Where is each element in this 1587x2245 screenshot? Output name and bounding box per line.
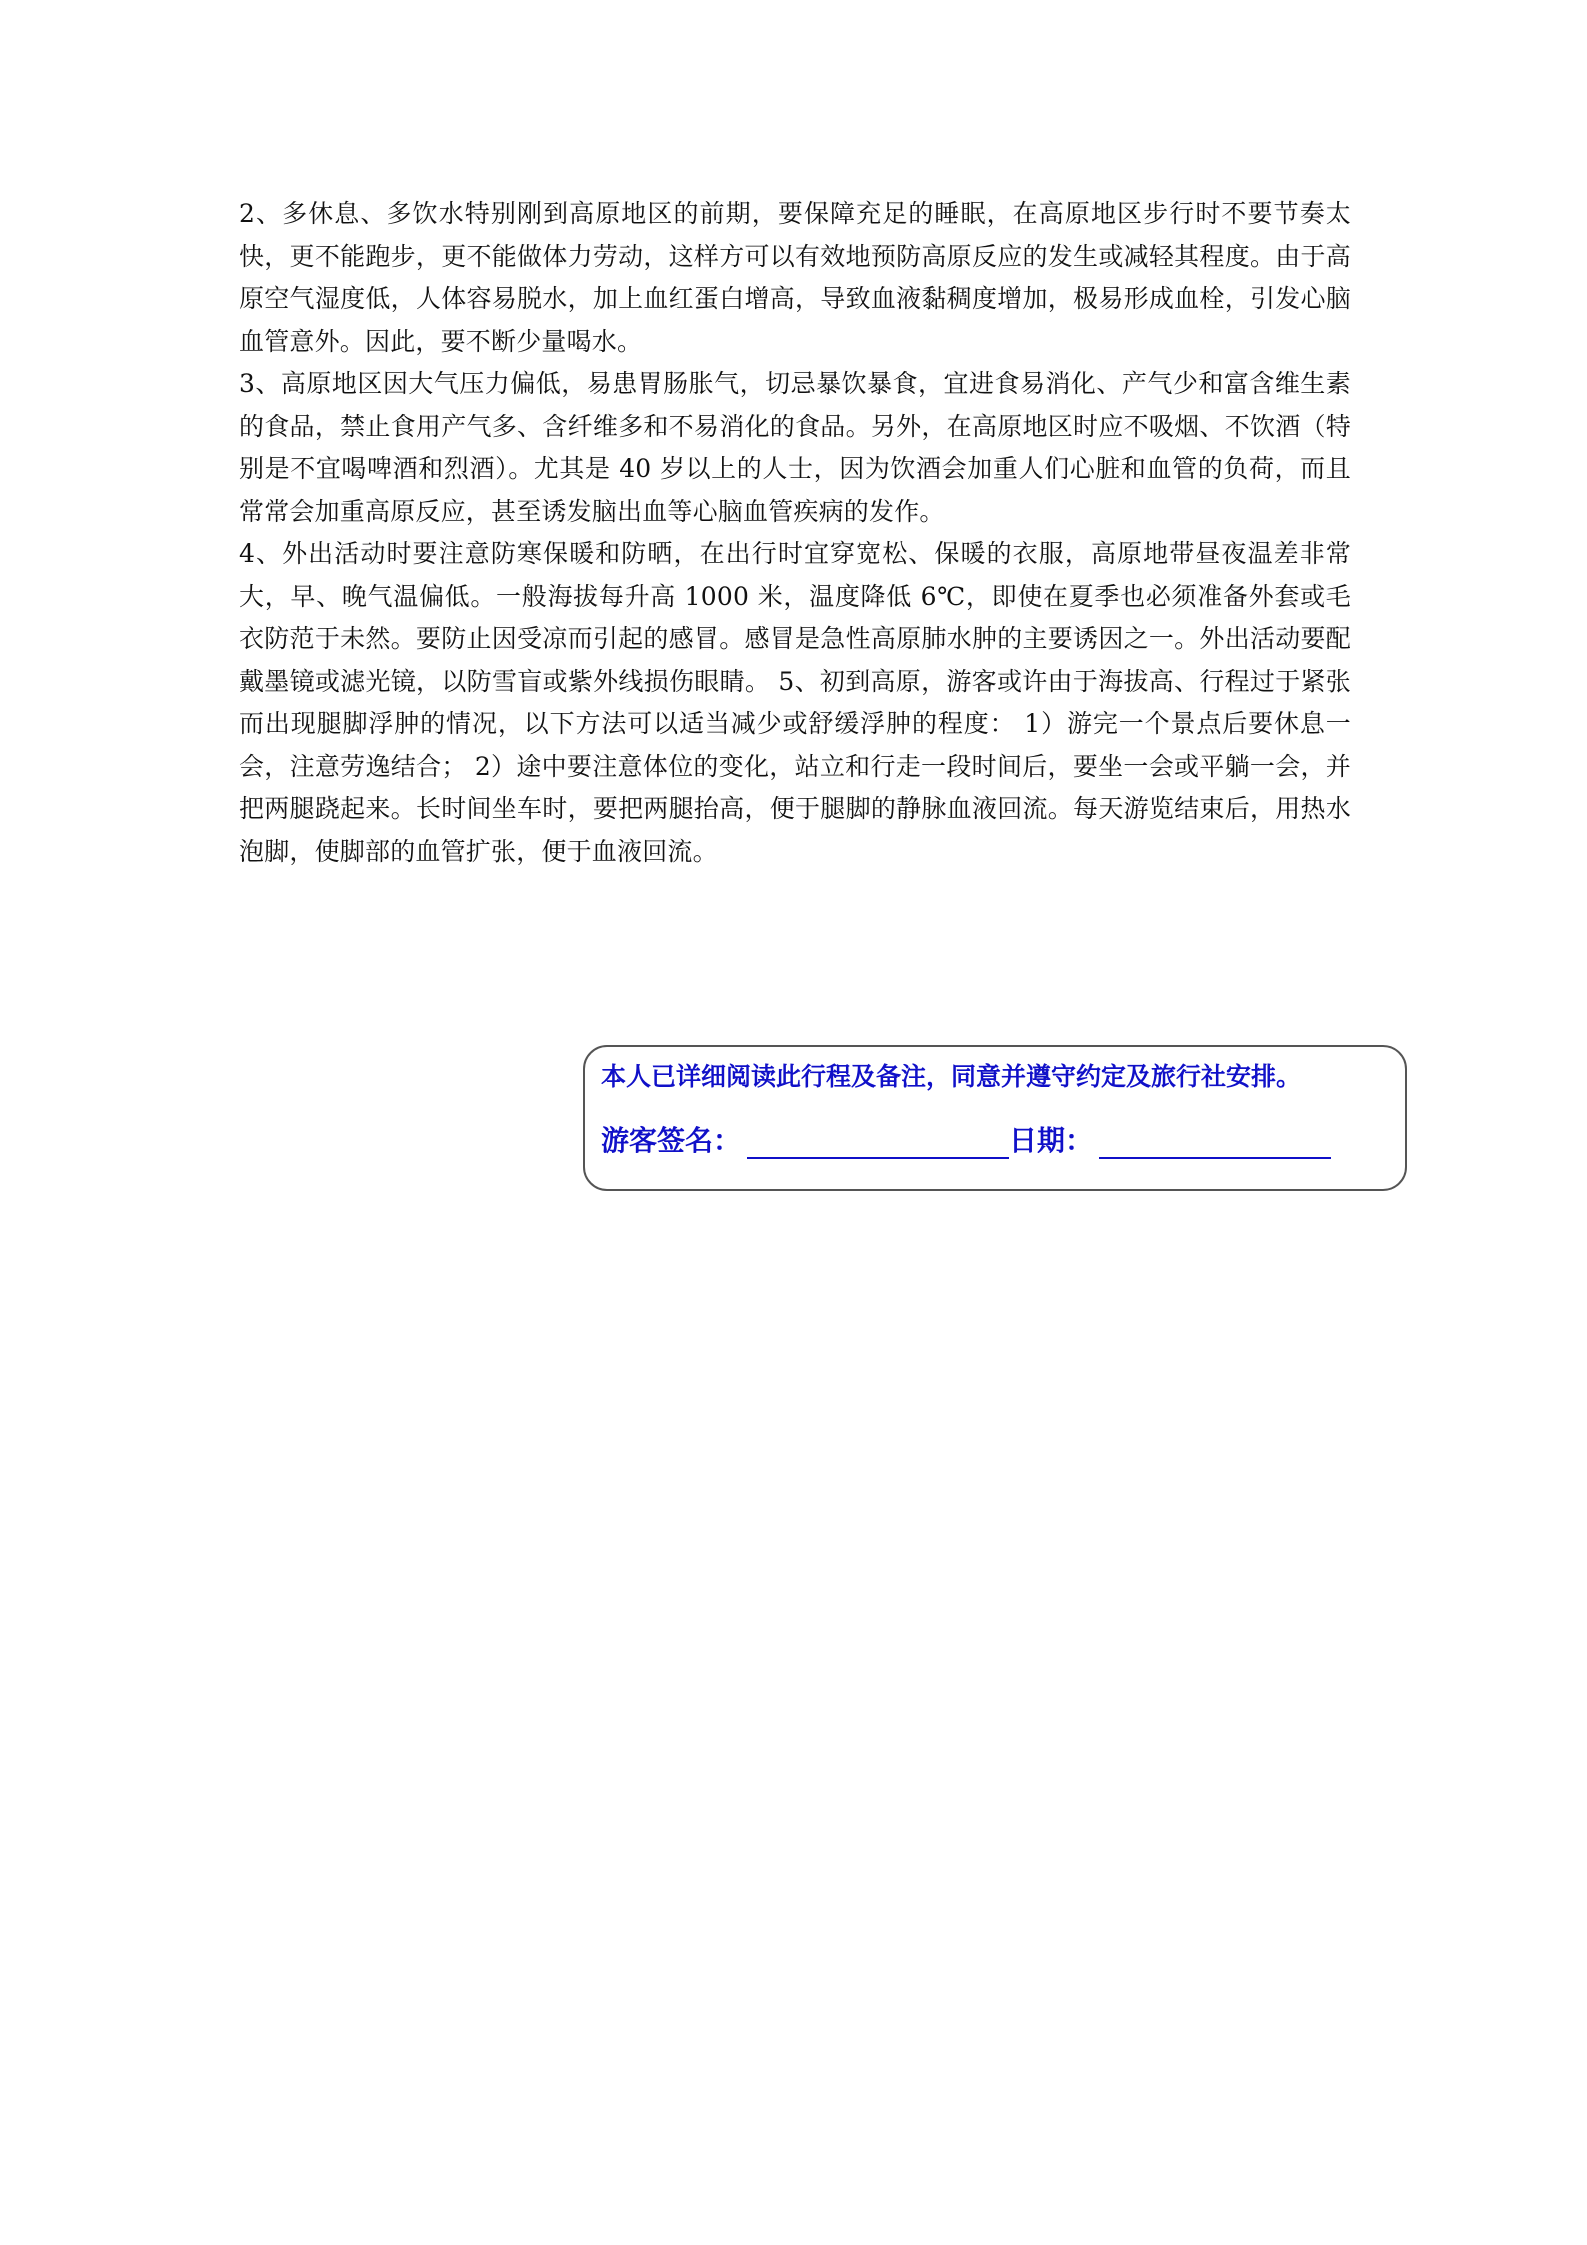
agreement-notice: 本人已详细阅读此行程及备注，同意并遵守约定及旅行社安排。 bbox=[601, 1062, 1302, 1091]
signature-box bbox=[583, 1045, 1407, 1191]
tourist-signature-label: 游客签名： bbox=[601, 1124, 742, 1157]
paragraph-diet: 3、高原地区因大气压力偏低，易患胃肠胀气，切忌暴饮暴食，宜进食易消化、产气少和富含维生素的食品，禁止食用产气多、含纤维多和不易消化的食品。另外，在高原地区时应不吸烟、不饮酒（特别是不宜喝啤酒和烈酒）。尤其是 40 岁以上的人士，因为饮酒会加重人们心脏和血管的负荷，而且常常会加重高原反应，甚至诱发脑出血等心脑血管疾病的发作。 bbox=[239, 369, 1351, 526]
date-label: 日期： bbox=[1009, 1124, 1094, 1157]
tourist-signature-line[interactable] bbox=[747, 1125, 1009, 1159]
body-text bbox=[239, 193, 1351, 873]
date-line[interactable] bbox=[1099, 1125, 1331, 1159]
signature-row bbox=[601, 1119, 1331, 1159]
paragraph-hydration: 2、多休息、多饮水特别刚到高原地区的前期，要保障充足的睡眠，在高原地区步行时不要节奏太快，更不能跑步，更不能做体力劳动，这样方可以有效地预防高原反应的发生或减轻其程度。由于高原空气湿度低，人体容易脱水，加上血红蛋白增高，导致血液黏稠度增加，极易形成血栓，引发心脑血管意外。因此，要不断少量喝水。 bbox=[239, 199, 1351, 356]
paragraph-warmth-and-swelling: 4、外出活动时要注意防寒保暖和防晒，在出行时宜穿宽松、保暖的衣服，高原地带昼夜温差非常大，早、晚气温偏低。一般海拔每升高 1000 米，温度降低 6℃，即使在夏季也必须准备外套或毛衣防范于未然。要防止因受凉而引起的感冒。感冒是急性高原肺水肿的主要诱因之一。外出活动要配戴墨镜或滤光镜，以防雪盲或紫外线损伤眼睛。 5、初到高原，游客或许由于海拔高、行程过于紧张而出现腿脚浮肿的情况，以下方法可以适当减少或舒缓浮肿的程度： 1）游完一个景点后要休息一会，注意劳逸结合； 2）途中要注意体位的变化，站立和行走一段时间后，要坐一会或平躺一会，并把两腿跷起来。长时间坐车时，要把两腿抬高，便于腿脚的静脉血液回流。每天游览结束后，用热水泡脚，使脚部的血管扩张，便于血液回流。 bbox=[239, 539, 1351, 866]
